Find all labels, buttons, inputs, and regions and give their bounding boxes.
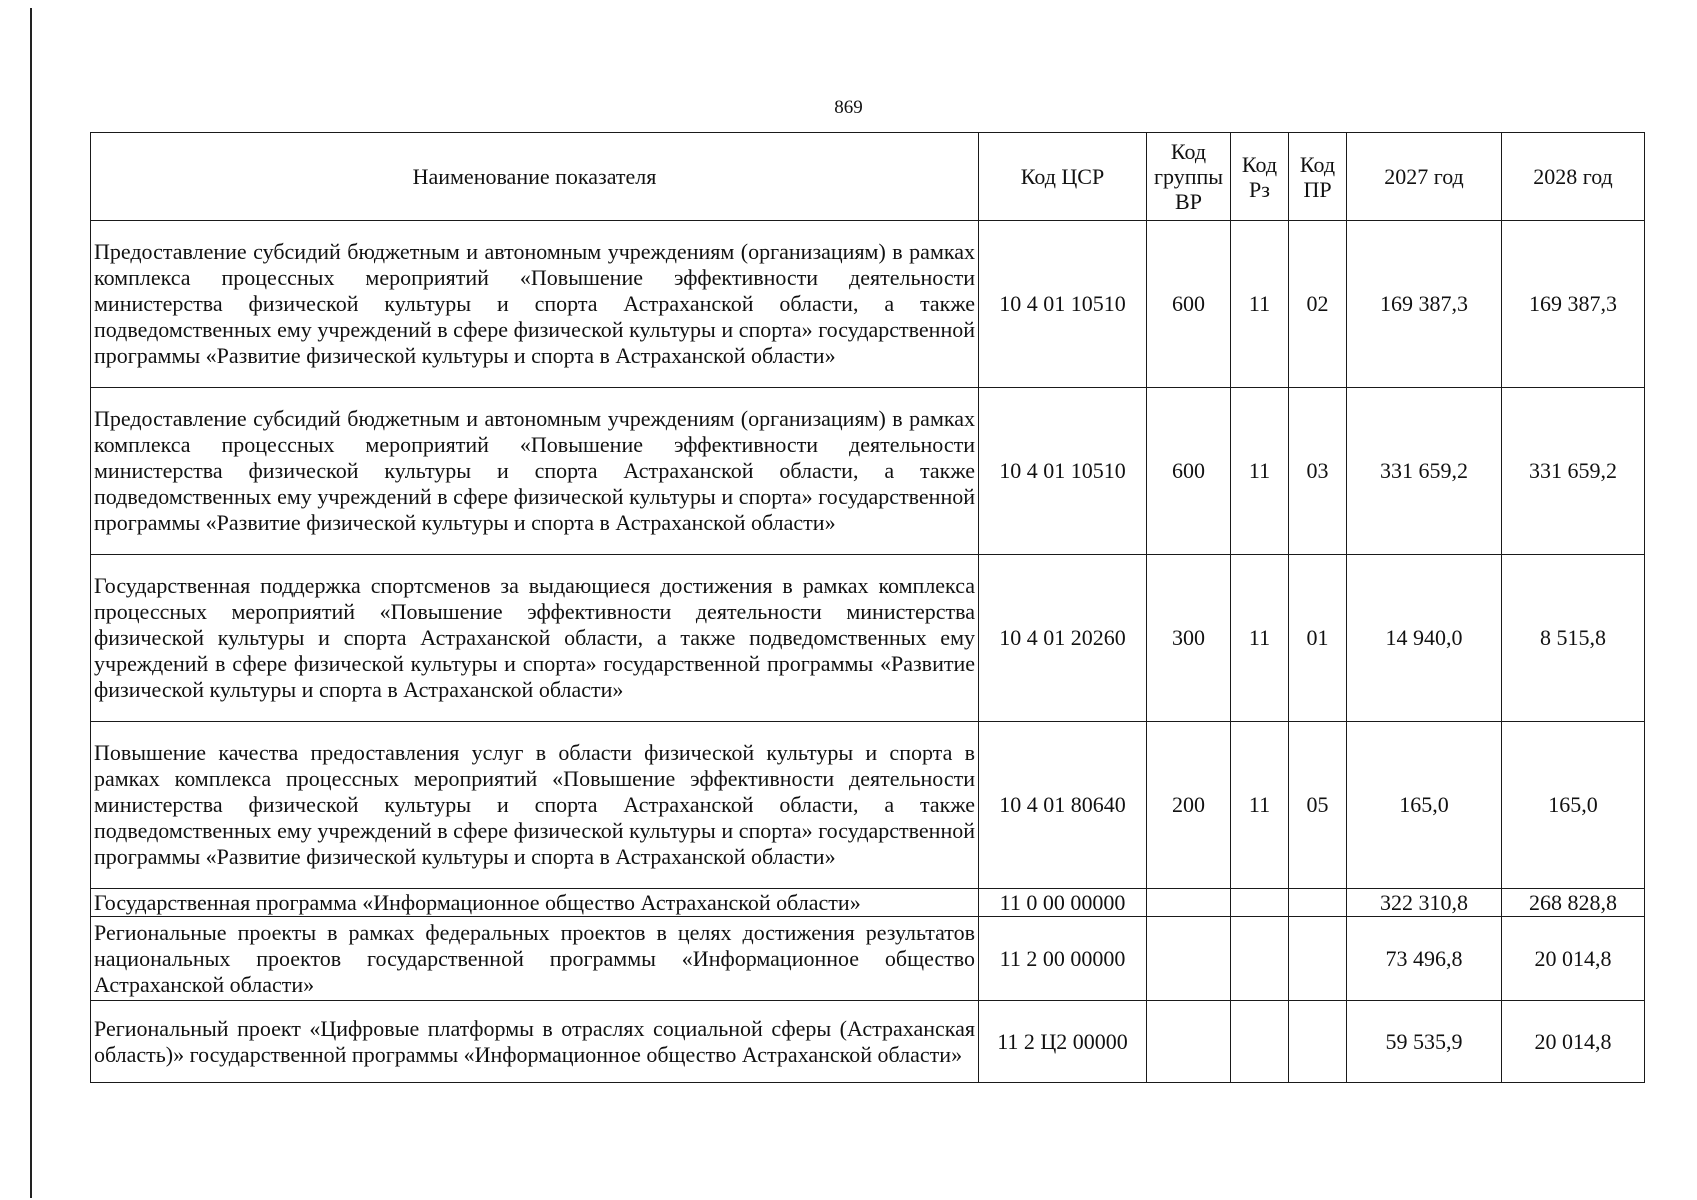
row-vr xyxy=(1147,889,1231,917)
row-rz: 11 xyxy=(1231,388,1289,555)
row-vr xyxy=(1147,1001,1231,1083)
row-pr xyxy=(1289,1001,1347,1083)
row-2027: 322 310,8 xyxy=(1347,889,1502,917)
row-name: Предоставление субсидий бюджетным и автономным учреждениям (организациям) в рамках комплекса процессных мероприятий «Повышение эффективности деятельности министерства физической культуры и спорта Астраханской области, а также подведомственных ему учреждений в сфере физической культуры и спорта» государственной программы «Развитие физической культуры и спорта в Астраханской области» xyxy=(91,388,979,555)
row-name: Повышение качества предоставления услуг в области физической культуры и спорта в рамках комплекса процессных мероприятий «Повышение эффективности деятельности министерства физической культуры и спорта Астраханской области, а также подведомственных ему учреждений в сфере физической культуры и спорта» государственной программы «Развитие физической культуры и спорта в Астраханской области» xyxy=(91,722,979,889)
row-2027: 169 387,3 xyxy=(1347,221,1502,388)
header-pr: Код ПР xyxy=(1289,133,1347,221)
row-csr: 10 4 01 20260 xyxy=(979,555,1147,722)
page-number: 869 xyxy=(834,97,863,118)
row-2028: 331 659,2 xyxy=(1502,388,1645,555)
row-pr: 05 xyxy=(1289,722,1347,889)
header-name: Наименование показателя xyxy=(91,133,979,221)
row-2027: 59 535,9 xyxy=(1347,1001,1502,1083)
row-name: Государственная поддержка спортсменов за выдающиеся достижения в рамках комплекса процессных мероприятий «Повышение эффективности деятельности министерства физической культуры и спорта Астраханской области, а также подведомственных ему учреждений в сфере физической культуры и спорта» государственной программы «Развитие физической культуры и спорта в Астраханской области» xyxy=(91,555,979,722)
row-csr: 11 2 Ц2 00000 xyxy=(979,1001,1147,1083)
row-rz: 11 xyxy=(1231,555,1289,722)
row-rz xyxy=(1231,917,1289,1001)
row-2028: 20 014,8 xyxy=(1502,917,1645,1001)
row-2028: 268 828,8 xyxy=(1502,889,1645,917)
row-name: Государственная программа «Информационное общество Астраханской области» xyxy=(91,889,979,917)
budget-table xyxy=(90,132,1645,1083)
table-row xyxy=(91,388,1645,555)
row-name: Региональные проекты в рамках федеральных проектов в целях достижения результатов национальных проектов государственной программы «Информационное общество Астраханской области» xyxy=(91,917,979,1001)
table-header-row xyxy=(91,133,1645,221)
row-2028: 8 515,8 xyxy=(1502,555,1645,722)
row-vr xyxy=(1147,917,1231,1001)
row-pr: 03 xyxy=(1289,388,1347,555)
row-name: Предоставление субсидий бюджетным и автономным учреждениям (организациям) в рамках комплекса процессных мероприятий «Повышение эффективности деятельности министерства физической культуры и спорта Астраханской области, а также подведомственных ему учреждений в сфере физической культуры и спорта» государственной программы «Развитие физической культуры и спорта в Астраханской области» xyxy=(91,221,979,388)
row-rz xyxy=(1231,889,1289,917)
header-2027: 2027 год xyxy=(1347,133,1502,221)
table-row xyxy=(91,221,1645,388)
row-2027: 14 940,0 xyxy=(1347,555,1502,722)
row-pr xyxy=(1289,889,1347,917)
row-vr: 600 xyxy=(1147,221,1231,388)
row-csr: 10 4 01 10510 xyxy=(979,388,1147,555)
row-name: Региональный проект «Цифровые платформы в отраслях социальной сферы (Астраханская область)» государственной программы «Информационное общество Астраханской области» xyxy=(91,1001,979,1083)
header-2028: 2028 год xyxy=(1502,133,1645,221)
binding-line xyxy=(30,8,32,1198)
row-csr: 10 4 01 80640 xyxy=(979,722,1147,889)
row-vr: 200 xyxy=(1147,722,1231,889)
table-row xyxy=(91,722,1645,889)
row-2028: 169 387,3 xyxy=(1502,221,1645,388)
header-rz: Код Рз xyxy=(1231,133,1289,221)
row-vr: 300 xyxy=(1147,555,1231,722)
header-csr: Код ЦСР xyxy=(979,133,1147,221)
row-vr: 600 xyxy=(1147,388,1231,555)
row-rz xyxy=(1231,1001,1289,1083)
row-2028: 20 014,8 xyxy=(1502,1001,1645,1083)
row-rz: 11 xyxy=(1231,221,1289,388)
row-2027: 165,0 xyxy=(1347,722,1502,889)
row-pr: 01 xyxy=(1289,555,1347,722)
table-row xyxy=(91,1001,1645,1083)
row-csr: 11 0 00 00000 xyxy=(979,889,1147,917)
row-2028: 165,0 xyxy=(1502,722,1645,889)
row-pr xyxy=(1289,917,1347,1001)
row-rz: 11 xyxy=(1231,722,1289,889)
row-2027: 331 659,2 xyxy=(1347,388,1502,555)
row-2027: 73 496,8 xyxy=(1347,917,1502,1001)
table-row xyxy=(91,555,1645,722)
row-csr: 11 2 00 00000 xyxy=(979,917,1147,1001)
table-row xyxy=(91,917,1645,1001)
row-pr: 02 xyxy=(1289,221,1347,388)
header-vr: Код группы ВР xyxy=(1147,133,1231,221)
table-row xyxy=(91,889,1645,917)
row-csr: 10 4 01 10510 xyxy=(979,221,1147,388)
